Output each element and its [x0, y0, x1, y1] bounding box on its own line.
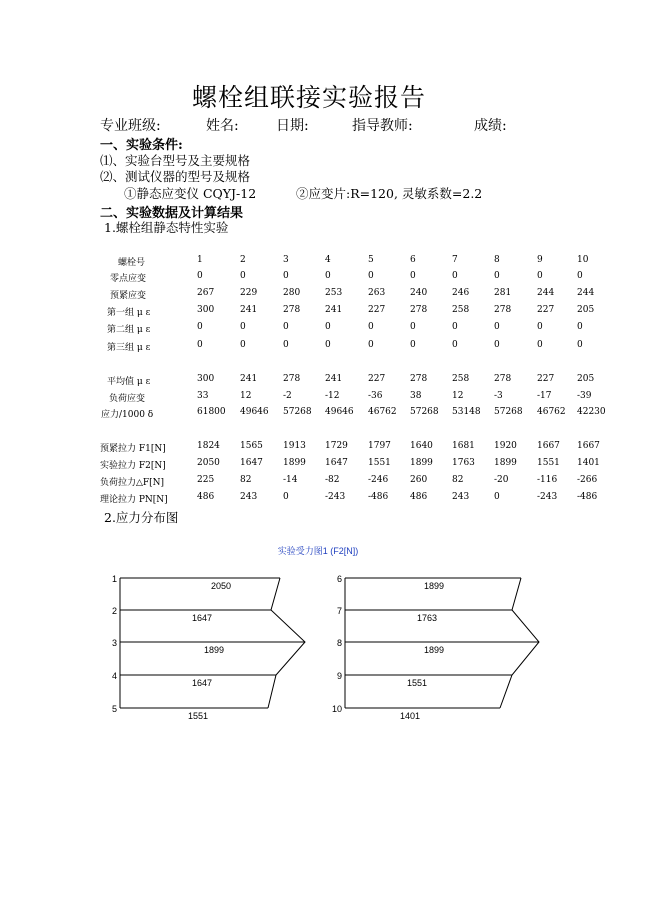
table-row-label: 第一组 μ ε — [107, 308, 151, 318]
table-cell: 243 — [240, 492, 258, 502]
table-cell: -17 — [537, 391, 552, 401]
bolt-number: 5 — [111, 704, 117, 714]
table-cell: 1401 — [577, 458, 600, 468]
bolt-force-label: 1899 — [203, 645, 225, 655]
table-cell: 258 — [452, 305, 470, 315]
bolt-number: 2 — [111, 606, 117, 616]
bolt-number: 4 — [111, 671, 117, 681]
table-cell: 0 — [577, 340, 583, 350]
table-column-header: 6 — [410, 255, 416, 265]
table-cell: 1920 — [494, 441, 517, 451]
table-row-label: 预紧应变 — [110, 291, 147, 301]
section1-item2: ⑵、测试仪器的型号及规格 — [100, 169, 251, 184]
section2-heading: 二、实验数据及计算结果 — [100, 206, 244, 221]
table-cell: 300 — [197, 374, 215, 384]
table-cell: 278 — [410, 374, 428, 384]
table-cell: -3 — [494, 391, 503, 401]
table-cell: 57268 — [410, 407, 439, 417]
table-cell: 240 — [410, 288, 428, 298]
table-cell: -486 — [577, 492, 598, 502]
table-cell: 0 — [410, 322, 416, 332]
table-cell: 2050 — [197, 458, 220, 468]
bolt-force-label: 1647 — [191, 613, 213, 623]
bolt-force-label: 1647 — [191, 678, 213, 688]
table-cell: 0 — [283, 340, 289, 350]
table-cell: 42230 — [577, 407, 606, 417]
table-cell: 0 — [577, 322, 583, 332]
table-cell: 61800 — [197, 407, 226, 417]
table-cell: 1681 — [452, 441, 475, 451]
table-cell: 0 — [240, 322, 246, 332]
table-cell: 1913 — [283, 441, 306, 451]
table-column-header: 10 — [577, 255, 589, 265]
table-cell: 0 — [410, 340, 416, 350]
table-cell: -246 — [368, 475, 389, 485]
table-cell: 241 — [240, 305, 258, 315]
table-cell: 281 — [494, 288, 512, 298]
table-cell: 1899 — [494, 458, 517, 468]
table-cell: 241 — [325, 305, 343, 315]
table-row-label: 负荷应变 — [109, 394, 146, 404]
table-cell: -20 — [494, 475, 509, 485]
table-cell: 0 — [537, 322, 543, 332]
table-cell: 0 — [494, 322, 500, 332]
table-cell: 263 — [368, 288, 386, 298]
bolt-number: 10 — [331, 704, 342, 714]
table-cell: -39 — [577, 391, 592, 401]
table-cell: 46762 — [368, 407, 397, 417]
table-cell: 0 — [452, 322, 458, 332]
bolt-force-label: 1763 — [416, 613, 438, 623]
table-cell: 0 — [197, 340, 203, 350]
table-cell: 278 — [283, 305, 301, 315]
table-cell: 0 — [577, 271, 583, 281]
table-cell: 0 — [368, 340, 374, 350]
table-cell: 278 — [283, 374, 301, 384]
stress-profile — [268, 578, 305, 708]
bolt-force-label: 1899 — [423, 581, 445, 591]
table-cell: 0 — [494, 492, 500, 502]
table-cell: -243 — [537, 492, 558, 502]
bolt-force-label: 1551 — [187, 711, 209, 721]
section1-item3b: ②应变片:R=120, 灵敏系数=2.2 — [296, 186, 483, 201]
table-cell: 278 — [494, 374, 512, 384]
table-row-label: 负荷拉力△F[N] — [100, 478, 165, 488]
table-cell: 1763 — [452, 458, 475, 468]
table-cell: 0 — [368, 322, 374, 332]
table-cell: 229 — [240, 288, 258, 298]
table-cell: 1899 — [283, 458, 306, 468]
table-row-label: 平均值 μ ε — [107, 377, 151, 387]
table-cell: 0 — [452, 271, 458, 281]
table-cell: -12 — [325, 391, 340, 401]
table-cell: -243 — [325, 492, 346, 502]
table-cell: 205 — [577, 305, 595, 315]
table-cell: 57268 — [283, 407, 312, 417]
table-cell: 258 — [452, 374, 470, 384]
table-column-header: 2 — [240, 255, 246, 265]
table-cell: 1640 — [410, 441, 433, 451]
table-cell: 227 — [537, 305, 555, 315]
table-column-header: 8 — [494, 255, 500, 265]
table-cell: 1551 — [537, 458, 560, 468]
table-cell: 0 — [537, 271, 543, 281]
table-cell: 0 — [325, 322, 331, 332]
table-cell: 280 — [283, 288, 301, 298]
table-column-header: 1 — [197, 255, 203, 265]
table-row-label: 应力/1000 δ — [101, 410, 154, 420]
table-cell: 241 — [240, 374, 258, 384]
table-header-label: 螺栓号 — [118, 258, 146, 268]
table-row-label: 第二组 μ ε — [107, 325, 151, 335]
table-cell: 278 — [494, 305, 512, 315]
table-cell: 205 — [577, 374, 595, 384]
table-cell: 82 — [452, 475, 464, 485]
stress-profile — [500, 578, 539, 708]
table-cell: 49646 — [240, 407, 269, 417]
bolt-number: 9 — [336, 671, 342, 681]
table-cell: 0 — [494, 340, 500, 350]
table-cell: 0 — [240, 271, 246, 281]
table-cell: 0 — [410, 271, 416, 281]
section1-item1: ⑴、实验台型号及主要规格 — [100, 153, 251, 168]
table-cell: 0 — [197, 271, 203, 281]
table-cell: 267 — [197, 288, 215, 298]
table-row-label: 理论拉力 PN[N] — [100, 495, 168, 505]
table-cell: 0 — [325, 271, 331, 281]
table-cell: 0 — [325, 340, 331, 350]
field-score: 成绩: — [474, 118, 507, 134]
table-cell: 1824 — [197, 441, 220, 451]
bolt-number: 8 — [336, 638, 342, 648]
table-cell: 227 — [368, 374, 386, 384]
table-cell: -2 — [283, 391, 292, 401]
table-cell: 1551 — [368, 458, 391, 468]
table-cell: 82 — [240, 475, 252, 485]
table-cell: 0 — [240, 340, 246, 350]
bolt-number: 7 — [336, 606, 342, 616]
table-cell: 38 — [410, 391, 422, 401]
table-cell: -36 — [368, 391, 383, 401]
table-cell: 486 — [197, 492, 215, 502]
bolt-number: 6 — [336, 574, 342, 584]
table-cell: 241 — [325, 374, 343, 384]
left-panel — [112, 574, 305, 721]
bolt-force-label: 1899 — [423, 645, 445, 655]
section2-sub1: 1.螺栓组静态特性实验 — [104, 220, 229, 235]
table-cell: 253 — [325, 288, 343, 298]
table-cell: 46762 — [537, 407, 566, 417]
bolt-number: 3 — [111, 638, 117, 648]
table-cell: -266 — [577, 475, 598, 485]
bolt-force-label: 1551 — [406, 678, 428, 688]
table-cell: 1797 — [368, 441, 391, 451]
table-cell: 49646 — [325, 407, 354, 417]
table-column-header: 5 — [368, 255, 374, 265]
table-cell: 53148 — [452, 407, 481, 417]
right-panel — [332, 574, 539, 721]
table-cell: 0 — [537, 340, 543, 350]
table-row-label: 第三组 μ ε — [107, 343, 151, 353]
table-cell: 57268 — [494, 407, 523, 417]
table-cell: 1667 — [577, 441, 600, 451]
field-date: 日期: — [276, 118, 309, 134]
table-cell: -486 — [368, 492, 389, 502]
table-cell: 278 — [410, 305, 428, 315]
table-cell: 486 — [410, 492, 428, 502]
table-cell: 0 — [368, 271, 374, 281]
table-cell: 246 — [452, 288, 470, 298]
table-cell: 1899 — [410, 458, 433, 468]
table-cell: 1647 — [240, 458, 263, 468]
table-cell: 225 — [197, 475, 215, 485]
table-cell: 0 — [283, 492, 289, 502]
table-cell: 0 — [283, 322, 289, 332]
table-cell: -116 — [537, 475, 558, 485]
table-column-header: 9 — [537, 255, 543, 265]
field-class: 专业班级: — [100, 118, 161, 134]
table-cell: 243 — [452, 492, 470, 502]
field-instructor: 指导教师: — [352, 118, 413, 134]
table-cell: 1729 — [325, 441, 348, 451]
section2-sub2: 2.应力分布图 — [104, 510, 179, 525]
table-column-header: 7 — [452, 255, 458, 265]
table-cell: 0 — [494, 271, 500, 281]
table-cell: 12 — [452, 391, 464, 401]
table-cell: -82 — [325, 475, 340, 485]
table-row-label: 零点应变 — [110, 274, 147, 284]
table-cell: -14 — [283, 475, 298, 485]
table-cell: 1667 — [537, 441, 560, 451]
chart-title: 实验受力图1 (F2[N]) — [277, 546, 359, 556]
section1-heading: 一、实验条件: — [100, 138, 183, 153]
table-cell: 244 — [537, 288, 555, 298]
table-column-header: 4 — [325, 255, 331, 265]
table-cell: 260 — [410, 475, 428, 485]
table-cell: 244 — [577, 288, 595, 298]
table-row-label: 实验拉力 F2[N] — [100, 461, 166, 471]
table-cell: 1565 — [240, 441, 263, 451]
table-cell: 227 — [537, 374, 555, 384]
table-cell: 33 — [197, 391, 209, 401]
table-cell: 0 — [452, 340, 458, 350]
field-name: 姓名: — [206, 118, 239, 134]
bolt-force-label: 1401 — [399, 711, 421, 721]
table-cell: 0 — [197, 322, 203, 332]
section1-item3a: ①静态应变仪 CQYJ-12 — [124, 186, 257, 201]
table-cell: 1647 — [325, 458, 348, 468]
table-cell: 0 — [283, 271, 289, 281]
table-row-label: 预紧拉力 F1[N] — [100, 444, 166, 454]
page-title: 螺栓组联接实验报告 — [192, 83, 427, 112]
table-column-header: 3 — [283, 255, 289, 265]
table-cell: 227 — [368, 305, 386, 315]
table-cell: 12 — [240, 391, 252, 401]
bolt-number: 1 — [111, 574, 117, 584]
table-cell: 300 — [197, 305, 215, 315]
bolt-force-label: 2050 — [210, 581, 232, 591]
